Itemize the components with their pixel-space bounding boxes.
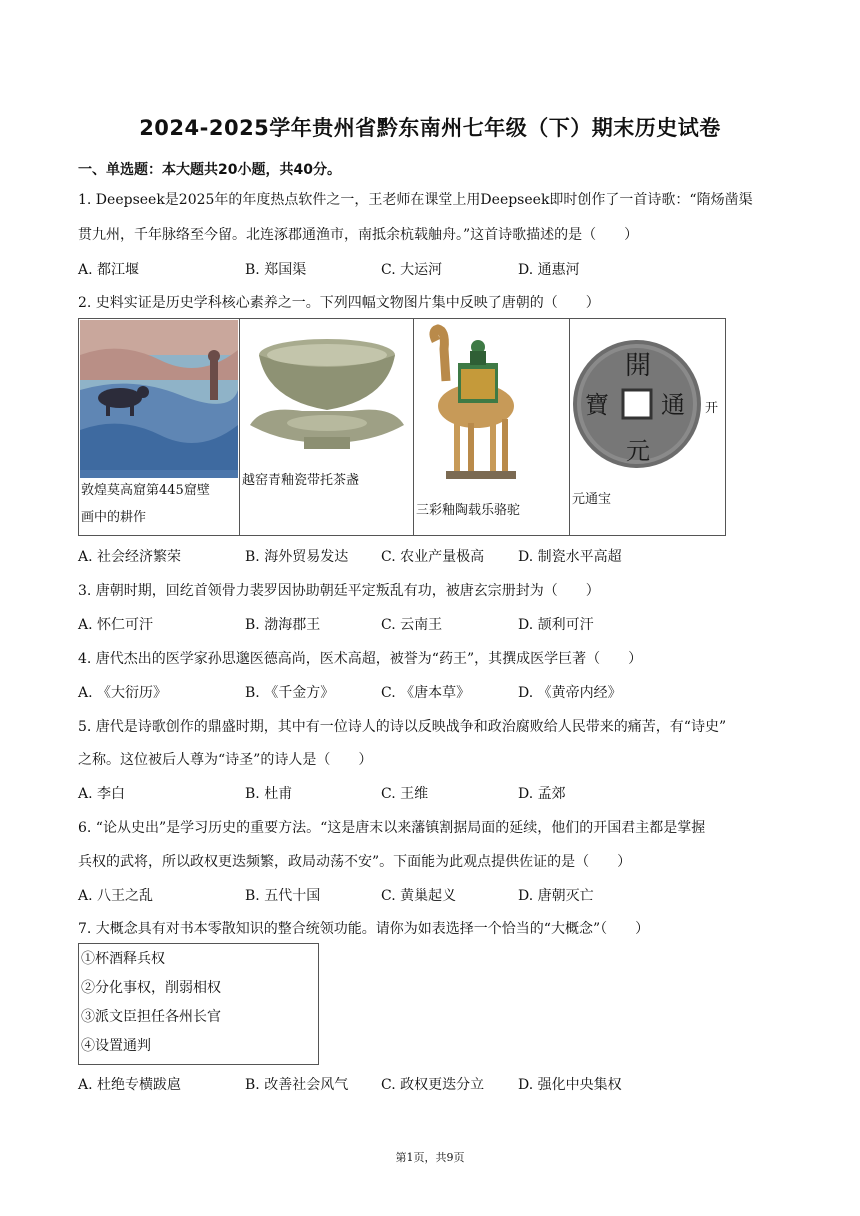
question-5-line-1: 5. 唐代是诗歌创作的鼎盛时期，其中有一位诗人的诗以反映战争和政治腐败给人民带来的痛苦，有“诗史”	[78, 719, 727, 735]
question-2-option-c: C. 农业产量极高	[381, 549, 485, 565]
mural-caption-line-2: 画中的耕作	[81, 510, 147, 525]
camel-caption: 三彩釉陶载乐骆驼	[416, 503, 521, 518]
celadon-bowl-image	[242, 325, 412, 465]
question-1-option-b: B. 郑国渠	[245, 262, 307, 278]
artifact-image-table	[78, 318, 726, 536]
question-7-table-item: ④设置通判	[81, 1038, 151, 1054]
question-5-option-b: B. 杜甫	[245, 786, 293, 802]
question-5-option-a: A. 李白	[78, 786, 126, 802]
coin-char-right: 通	[661, 391, 685, 419]
question-4-option-d: D. 《黄帝内经》	[518, 685, 622, 701]
question-3-stem: 3. 唐朝时期，回纥首领骨力裴罗因协助朝廷平定叛乱有功，被唐玄宗册封为（ ）	[78, 583, 600, 599]
question-1-line-2: 贯九州，千年脉络至今留。北连涿郡通渔市，南抵余杭载舳舟。”这首诗歌描述的是（ ）	[78, 227, 639, 243]
question-3-option-b: B. 渤海郡王	[245, 617, 321, 633]
question-1-option-a: A. 都江堰	[78, 262, 140, 278]
question-1-option-d: D. 通惠河	[518, 262, 580, 278]
question-2-stem: 2. 史料实证是历史学科核心素养之一。下列四幅文物图片集中反映了唐朝的（ ）	[78, 295, 600, 311]
question-7-option-b: B. 改善社会风气	[245, 1077, 349, 1093]
question-1-line-1: 1. Deepseek是2025年的年度热点软件之一，王老师在课堂上用Deepseek即时创作了一首诗歌：“隋炀凿渠	[78, 192, 753, 208]
question-2-option-a: A. 社会经济繁荣	[78, 549, 182, 565]
artifact-cell-mural	[79, 319, 240, 535]
coin-char-left: 寶	[585, 391, 609, 419]
question-5-line-2: 之称。这位被后人尊为“诗圣”的诗人是（ ）	[78, 752, 373, 768]
question-3-option-c: C. 云南王	[381, 617, 443, 633]
question-6-line-1: 6. “论从史出”是学习历史的重要方法。“这是唐末以来藩镇割据局面的延续，他们的开国君主都是掌握	[78, 820, 706, 836]
tricolor-camel-image	[416, 321, 526, 486]
question-2-option-b: B. 海外贸易发达	[245, 549, 349, 565]
question-6-option-b: B. 五代十国	[245, 888, 321, 904]
coin-caption-line-1: 开	[705, 401, 719, 416]
coin-char-bottom: 元	[626, 437, 650, 465]
coin-char-top: 開	[625, 351, 652, 381]
artifact-cell-bowl	[240, 319, 414, 535]
question-7-table-item: ②分化事权，削弱相权	[81, 980, 221, 996]
question-6-option-a: A. 八王之乱	[78, 888, 154, 904]
question-3-option-d: D. 颉利可汗	[518, 617, 594, 633]
question-7-stem: 7. 大概念具有对书本零散知识的整合统领功能。请你为如表选择一个恰当的“大概念”（ ）	[78, 921, 650, 937]
question-7-table-item: ③派文臣担任各州长官	[81, 1009, 221, 1025]
mural-image	[80, 320, 238, 478]
question-6-line-2: 兵权的武将，所以政权更迭频繁，政局动荡不安”。下面能为此观点提供佐证的是（ ）	[78, 854, 632, 870]
question-5-option-c: C. 王维	[381, 786, 429, 802]
question-4-option-c: C. 《唐本草》	[381, 685, 471, 701]
coin-caption-line-2: 元通宝	[572, 492, 612, 507]
artifact-cell-camel	[414, 319, 570, 535]
question-7-option-c: C. 政权更迭分立	[381, 1077, 485, 1093]
question-4-option-b: B. 《千金方》	[245, 685, 335, 701]
question-2-option-d: D. 制瓷水平高超	[518, 549, 622, 565]
question-7-option-d: D. 强化中央集权	[518, 1077, 622, 1093]
question-7-table-item: ①杯酒释兵权	[81, 951, 165, 967]
exam-title: 2024-2025学年贵州省黔东南州七年级（下）期末历史试卷	[139, 116, 721, 140]
question-4-option-a: A. 《大衍历》	[78, 685, 168, 701]
question-6-option-c: C. 黄巢起义	[381, 888, 457, 904]
mural-caption-line-1: 敦煌莫高窟第445窟壁	[81, 483, 210, 498]
section-heading: 一、单选题：本大题共20小题，共40分。	[78, 162, 341, 178]
question-7-table	[78, 943, 319, 1065]
question-3-option-a: A. 怀仁可汗	[78, 617, 154, 633]
bowl-caption: 越窑青釉瓷带托茶盏	[242, 473, 360, 488]
question-1-option-c: C. 大运河	[381, 262, 443, 278]
page-footer: 第1页，共9页	[395, 1151, 465, 1164]
question-4-stem: 4. 唐代杰出的医学家孙思邈医德高尚，医术高超，被誉为“药王”，其撰成医学巨著（ ）	[78, 651, 643, 667]
question-5-option-d: D. 孟郊	[518, 786, 566, 802]
question-6-option-d: D. 唐朝灭亡	[518, 888, 594, 904]
question-7-option-a: A. 杜绝专横跋扈	[78, 1077, 182, 1093]
artifact-cell-coin	[570, 319, 725, 535]
